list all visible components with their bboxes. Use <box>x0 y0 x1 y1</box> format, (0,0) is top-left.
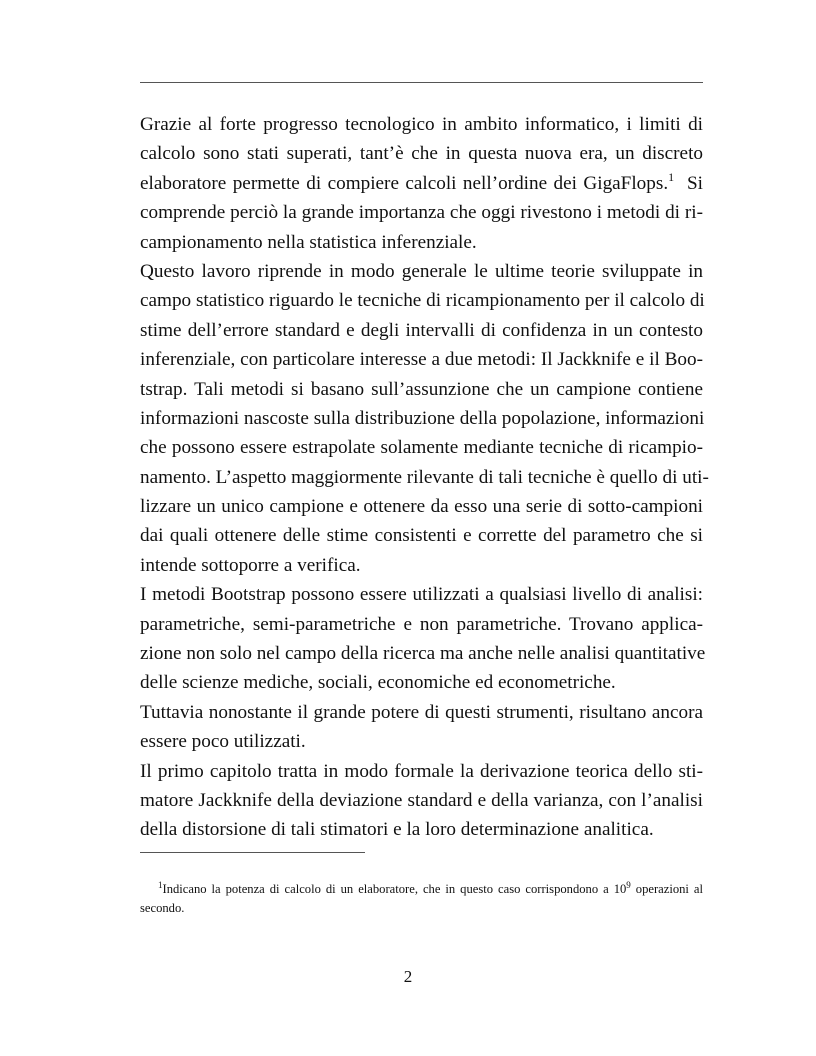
text-line: comprende perciò la grande importanza che oggi rivestono i metodi di ri- <box>140 202 703 224</box>
footnote-exponent: 9 <box>626 880 631 890</box>
text-line: zione non solo nel campo della ricerca ma anche nelle analisi quantitative <box>140 643 706 665</box>
footnote-number: 1 <box>158 880 163 890</box>
text-line: Grazie al forte progresso tecnologico in ambito informatico, i limiti di <box>140 114 703 135</box>
text-line: namento. L’aspetto maggiormente rilevante di tali tecniche è quello di uti- <box>140 466 709 488</box>
header-rule <box>140 82 703 83</box>
text-line: Il primo capitolo tratta in modo formale la derivazione teorica dello sti- <box>140 760 703 782</box>
paragraph-4 <box>140 698 703 757</box>
footnote-line: secondo. <box>140 901 185 915</box>
text-line: calcolo sono stati superati, tant’è che in questa nuova era, un discreto <box>140 143 703 165</box>
footnote-marker: 1 <box>668 169 675 184</box>
text-line: lizzare un unico campione e ottenere da esso una serie di sotto-campioni <box>140 496 703 518</box>
text-line: Questo lavoro riprende in modo generale le ultime teorie sviluppate in <box>140 260 703 282</box>
paragraph-1 <box>140 110 703 257</box>
text-line: informazioni nascoste sulla distribuzione della popolazione, informazioni <box>140 407 705 429</box>
text-line: campionamento nella statistica inferenziale. <box>140 231 477 253</box>
paragraph-5 <box>140 757 703 845</box>
text-line: tstrap. Tali metodi si basano sull’assunzione che un campione contiene <box>140 378 703 400</box>
text-line: matore Jackknife della deviazione standard e della varianza, con l’analisi <box>140 789 703 811</box>
text-line: dai quali ottenere delle stime consistenti e corrette del parametro che si <box>140 525 703 547</box>
text-line: essere poco utilizzati. <box>140 731 306 753</box>
text-line: che possono essere estrapolate solamente mediante tecniche di ricampio- <box>140 437 703 459</box>
text-line: parametriche, semi-parametriche e non parametriche. Trovano applica- <box>140 613 703 635</box>
paragraph-2 <box>140 257 709 580</box>
page-number: 2 <box>403 967 413 986</box>
text-line: stime dell’errore standard e degli intervalli di confidenza in un contesto <box>140 319 703 341</box>
footnote-line <box>140 880 703 899</box>
text-line: intende sottoporre a verifica. <box>140 554 361 576</box>
footnote <box>140 880 703 918</box>
text-line: delle scienze mediche, sociali, economiche ed econometriche. <box>140 672 616 694</box>
text-segment: Si <box>686 172 703 194</box>
text-line <box>140 169 703 198</box>
paragraph-3 <box>140 580 706 698</box>
text-line: della distorsione di tali stimatori e la loro determinazione analitica. <box>140 819 654 841</box>
footnote-text: operazioni al <box>630 882 703 896</box>
footnote-text: Indicano la potenza di calcolo di un elaboratore, che in questo caso corrispondono a 10 <box>162 882 627 896</box>
footnote-rule <box>140 852 365 853</box>
text-line: inferenziale, con particolare interesse a due metodi: Il Jackknife e il Boo- <box>140 349 703 371</box>
text-line: I metodi Bootstrap possono essere utilizzati a qualsiasi livello di analisi: <box>140 584 703 606</box>
text-segment: elaboratore permette di compiere calcoli nell’ordine dei GigaFlops. <box>140 172 669 194</box>
text-line: campo statistico riguardo le tecniche di ricampionamento per il calcolo di <box>140 290 705 312</box>
body-text <box>140 110 709 845</box>
text-line: Tuttavia nonostante il grande potere di questi strumenti, risultano ancora <box>140 701 703 723</box>
